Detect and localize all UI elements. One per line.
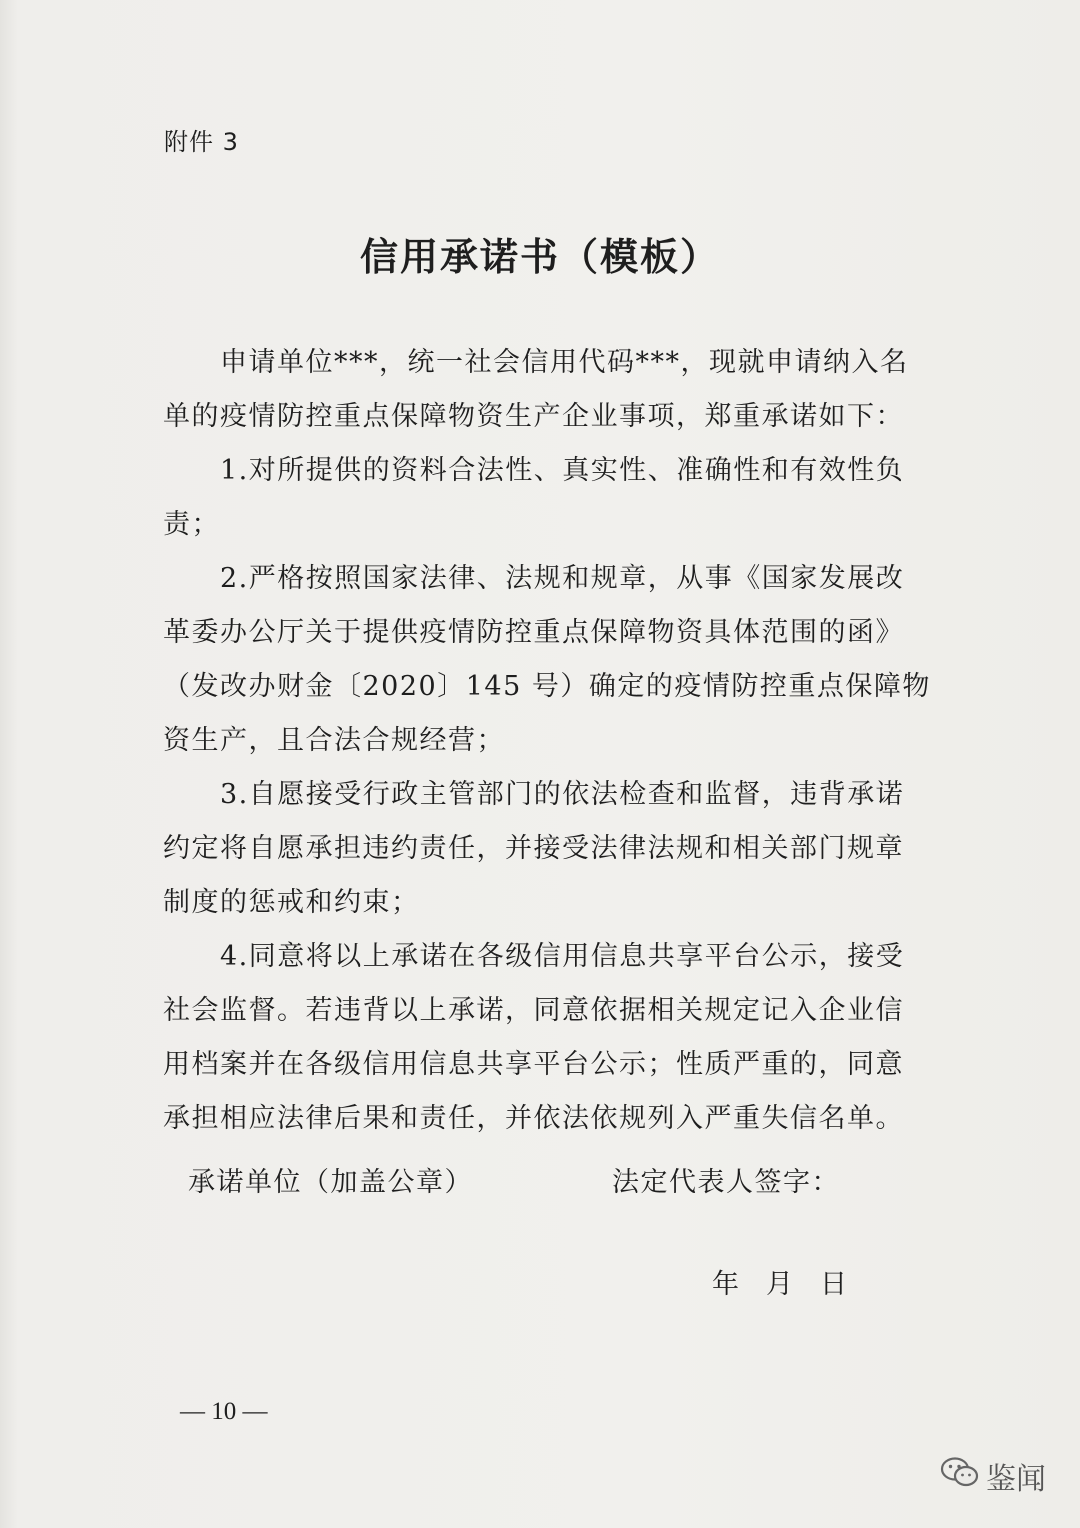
body-line: 责； xyxy=(163,509,220,540)
watermark xyxy=(940,1454,1046,1498)
promisor-unit-label: 承诺单位（加盖公章） xyxy=(188,1167,473,1198)
body-line: 承担相应法律后果和责任，并依法依规列入严重失信名单。 xyxy=(163,1103,904,1134)
body-line: 制度的惩戒和约束； xyxy=(163,887,420,918)
body-line: （发改办财金〔2020〕145 号）确定的疫情防控重点保障物 xyxy=(163,671,931,702)
legal-representative-signature-label: 法定代表人签字： xyxy=(612,1167,840,1198)
body-line: 申请单位***，统一社会信用代码***，现就申请纳入名 xyxy=(220,347,909,378)
body-line: 单的疫情防控重点保障物资生产企业事项，郑重承诺如下： xyxy=(163,401,904,432)
body-line: 3.自愿接受行政主管部门的依法检查和监督，违背承诺 xyxy=(220,779,905,810)
body-line: 用档案并在各级信用信息共享平台公示；性质严重的，同意 xyxy=(163,1049,904,1080)
body-line: 资生产，且合法合规经营； xyxy=(163,725,505,756)
attachment-label: 附件 3 xyxy=(164,128,239,156)
date-line xyxy=(712,1262,874,1301)
body-line: 约定将自愿承担违约责任，并接受法律法规和相关部门规章 xyxy=(163,833,904,864)
date-day: 日 xyxy=(820,1269,848,1300)
body-line: 4.同意将以上承诺在各级信用信息共享平台公示，接受 xyxy=(220,941,905,972)
watermark-text: 鉴闻 xyxy=(986,1462,1046,1497)
body-line: 社会监督。若违背以上承诺，同意依据相关规定记入企业信 xyxy=(163,995,904,1026)
page-number: — 10 — xyxy=(180,1398,268,1425)
body-line: 1.对所提供的资料合法性、真实性、准确性和有效性负 xyxy=(220,455,905,486)
date-year: 年 xyxy=(712,1269,740,1300)
date-month: 月 xyxy=(766,1269,794,1300)
body-line: 2.严格按照国家法律、法规和规章，从事《国家发展改 xyxy=(220,563,905,594)
wechat-icon xyxy=(940,1456,986,1496)
body-line: 革委办公厅关于提供疫情防控重点保障物资具体范围的函》 xyxy=(163,617,904,648)
document-title: 信用承诺书（模板） xyxy=(359,234,720,279)
